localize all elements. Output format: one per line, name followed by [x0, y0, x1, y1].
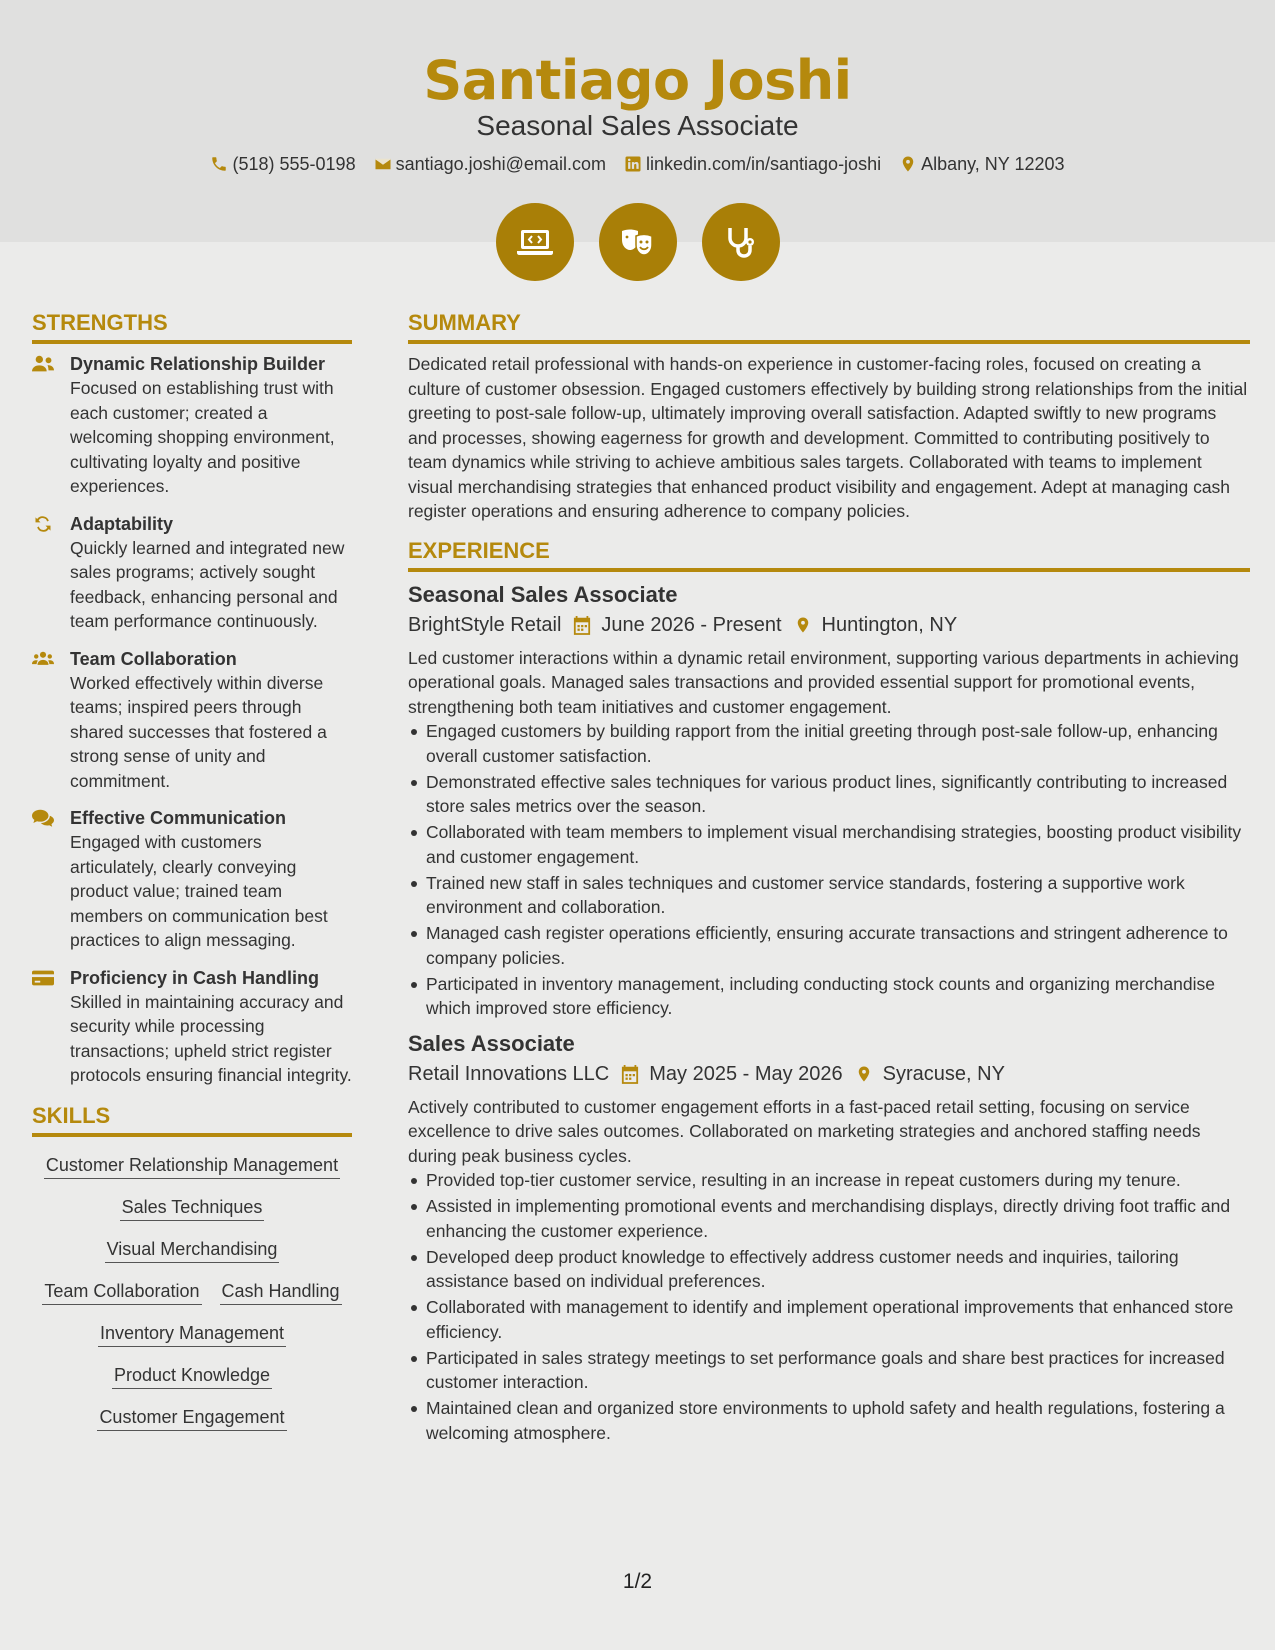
credit-card-icon [32, 968, 54, 988]
job-title-headline: Seasonal Sales Associate [476, 110, 799, 141]
map-pin-icon [899, 155, 917, 173]
job-title: Seasonal Sales Associate [408, 581, 678, 607]
sync-icon [32, 514, 54, 534]
job-meta [408, 1059, 1250, 1089]
location-text: Albany, NY 12203 [921, 154, 1065, 174]
summary-heading: SUMMARY [408, 308, 1250, 344]
laptop-code-icon [515, 222, 555, 262]
strength-text: Focused on establishing trust with each customer; created a welcoming shopping environment, cultivating loyalty and positive experiences. [70, 378, 335, 496]
map-pin-icon [794, 615, 812, 635]
job-meta [408, 610, 1250, 640]
strength-title: Dynamic Relationship Builder [70, 354, 326, 374]
contact-bar [0, 152, 1275, 176]
strength-title: Effective Communication [70, 808, 287, 828]
contact-linkedin[interactable] [624, 152, 881, 176]
calendar-icon [573, 615, 591, 635]
job-dates: June 2026 - Present [601, 613, 782, 636]
list-item: Participated in sales strategy meetings to set performance goals and share best practices for increased customer interaction. [408, 1346, 1250, 1395]
list-item: Assisted in implementing promotional events and merchandising displays, directly driving foot traffic and enhancing the customer experience. [408, 1194, 1250, 1243]
team-icon [32, 649, 54, 669]
skill-tag: Inventory Management [98, 1321, 286, 1347]
job-bullets [408, 719, 1250, 1021]
left-column [32, 308, 352, 1431]
strength-title: Proficiency in Cash Handling [70, 967, 320, 988]
skill-tag: Team Collaboration [42, 1279, 201, 1305]
job-description: Led customer interactions within a dynamic retail environment, supporting various departments in achieving operational goals. Managed sales transactions and provided essential support for promotional events, strengthening both team initiatives and customer engagement. [408, 647, 1239, 717]
strength-title: Adaptability [70, 513, 174, 534]
list-item: Trained new staff in sales techniques and customer service standards, fostering a supportive work environment and collaboration. [408, 871, 1250, 920]
stethoscope-circle [702, 203, 780, 281]
skills-heading: SKILLS [32, 1101, 352, 1137]
strength-item [32, 512, 352, 634]
strength-item [32, 647, 352, 794]
laptop-code-circle [496, 203, 574, 281]
list-item: Provided top-tier customer service, resulting in an increase in repeat customers during my tenure. [408, 1168, 1250, 1193]
job-location: Syracuse, NY [882, 1062, 1005, 1085]
job-company: Retail Innovations LLC [408, 1062, 610, 1085]
job-bullets [408, 1168, 1250, 1445]
strength-text: Skilled in maintaining accuracy and security while processing transactions; upheld strict register protocols ensuring financial integrity. [70, 991, 352, 1085]
contact-email[interactable] [374, 152, 606, 176]
strength-text: Quickly learned and integrated new sales programs; actively sought feedback, enhancing personal and team performance continuously. [70, 537, 345, 631]
skill-tag: Sales Techniques [120, 1195, 265, 1221]
theater-masks-icon [618, 222, 658, 262]
strength-text: Worked effectively within diverse teams; inspired peers through shared successes that fostered a strong sense of unity and commitment. [70, 672, 327, 791]
list-item: Participated in inventory management, including conducting stock counts and organizing merchandise which improved store efficiency. [408, 972, 1250, 1021]
strength-title: Team Collaboration [70, 648, 237, 669]
skill-tag: Visual Merchandising [105, 1237, 280, 1263]
list-item: Collaborated with management to identify and implement operational improvements that enhanced store efficiency. [408, 1295, 1250, 1344]
summary-text: Dedicated retail professional with hands-on experience in customer-facing roles, focused on creating a culture of customer obsession. Engaged customers effectively by building strong relationships from the initial greeting to post-sale follow-up, ultimately improving overall satisfaction. Adapted swiftly to new programs and processes, showing eagerness for growth and development. Committed to contributing positively to team dynamics while striving to achieve ambitious sales targets. Collaborated with teams to implement visual merchandising strategies that enhanced product visibility and engagement. Adept at managing cash register operations and ensuring adherence to company policies. [408, 354, 1248, 521]
linkedin-icon [624, 155, 642, 173]
strengths-heading: STRENGTHS [32, 308, 352, 344]
candidate-name: Santiago Joshi [423, 49, 852, 112]
skill-tag: Product Knowledge [112, 1363, 272, 1389]
strength-item [32, 966, 352, 1088]
list-item: Maintained clean and organized store environments to uphold safety and health regulations, fostering a welcoming atmosphere. [408, 1396, 1250, 1445]
email-text: santiago.joshi@email.com [395, 154, 606, 174]
list-item: Managed cash register operations efficiently, ensuring accurate transactions and stringent adherence to company policies. [408, 921, 1250, 970]
experience-heading: EXPERIENCE [408, 536, 1250, 572]
skill-tag: Customer Relationship Management [44, 1153, 340, 1179]
contact-location [899, 152, 1064, 176]
job-dates: May 2025 - May 2026 [649, 1062, 843, 1085]
envelope-icon [374, 155, 392, 173]
job-entry [408, 1029, 1250, 1446]
job-description: Actively contributed to customer engagement efforts in a fast-paced retail setting, focusing on service excellence to drive sales outcomes. Collaborated on marketing strategies and anchored staffing needs during peak business cycles. [408, 1096, 1201, 1166]
page-number: 1/2 [622, 1570, 653, 1593]
calendar-icon [621, 1064, 639, 1084]
interest-icons [0, 203, 1275, 281]
phone-icon [210, 155, 228, 173]
skills-list [32, 1145, 352, 1431]
users-icon [32, 354, 54, 374]
comments-icon [32, 808, 54, 828]
map-pin-icon [855, 1064, 873, 1084]
contact-phone[interactable] [210, 152, 355, 176]
list-item: Engaged customers by building rapport from the initial greeting through post-sale follow-up, enhancing overall customer satisfaction. [408, 719, 1250, 768]
linkedin-text: linkedin.com/in/santiago-joshi [645, 154, 882, 174]
list-item: Demonstrated effective sales techniques for various product lines, significantly contributing to increased store sales metrics over the season. [408, 770, 1250, 819]
skill-tag: Customer Engagement [97, 1405, 286, 1431]
list-item: Developed deep product knowledge to effectively address customer needs and inquiries, tailoring assistance based on individual preferences. [408, 1245, 1250, 1294]
stethoscope-icon [721, 222, 761, 262]
strength-text: Engaged with customers articulately, clearly conveying product value; trained team members on communication best practices to align messaging. [70, 832, 328, 950]
theater-masks-circle [599, 203, 677, 281]
list-item: Collaborated with team members to implement visual merchandising strategies, boosting product visibility and customer engagement. [408, 820, 1250, 869]
phone-text: (518) 555-0198 [232, 154, 356, 174]
skill-tag: Cash Handling [220, 1279, 342, 1305]
job-company: BrightStyle Retail [408, 613, 562, 636]
job-location: Huntington, NY [821, 613, 958, 636]
strength-item [32, 806, 352, 953]
right-column [408, 308, 1250, 1453]
strength-item [32, 352, 352, 499]
job-entry [408, 580, 1250, 1021]
job-title: Sales Associate [408, 1030, 575, 1056]
